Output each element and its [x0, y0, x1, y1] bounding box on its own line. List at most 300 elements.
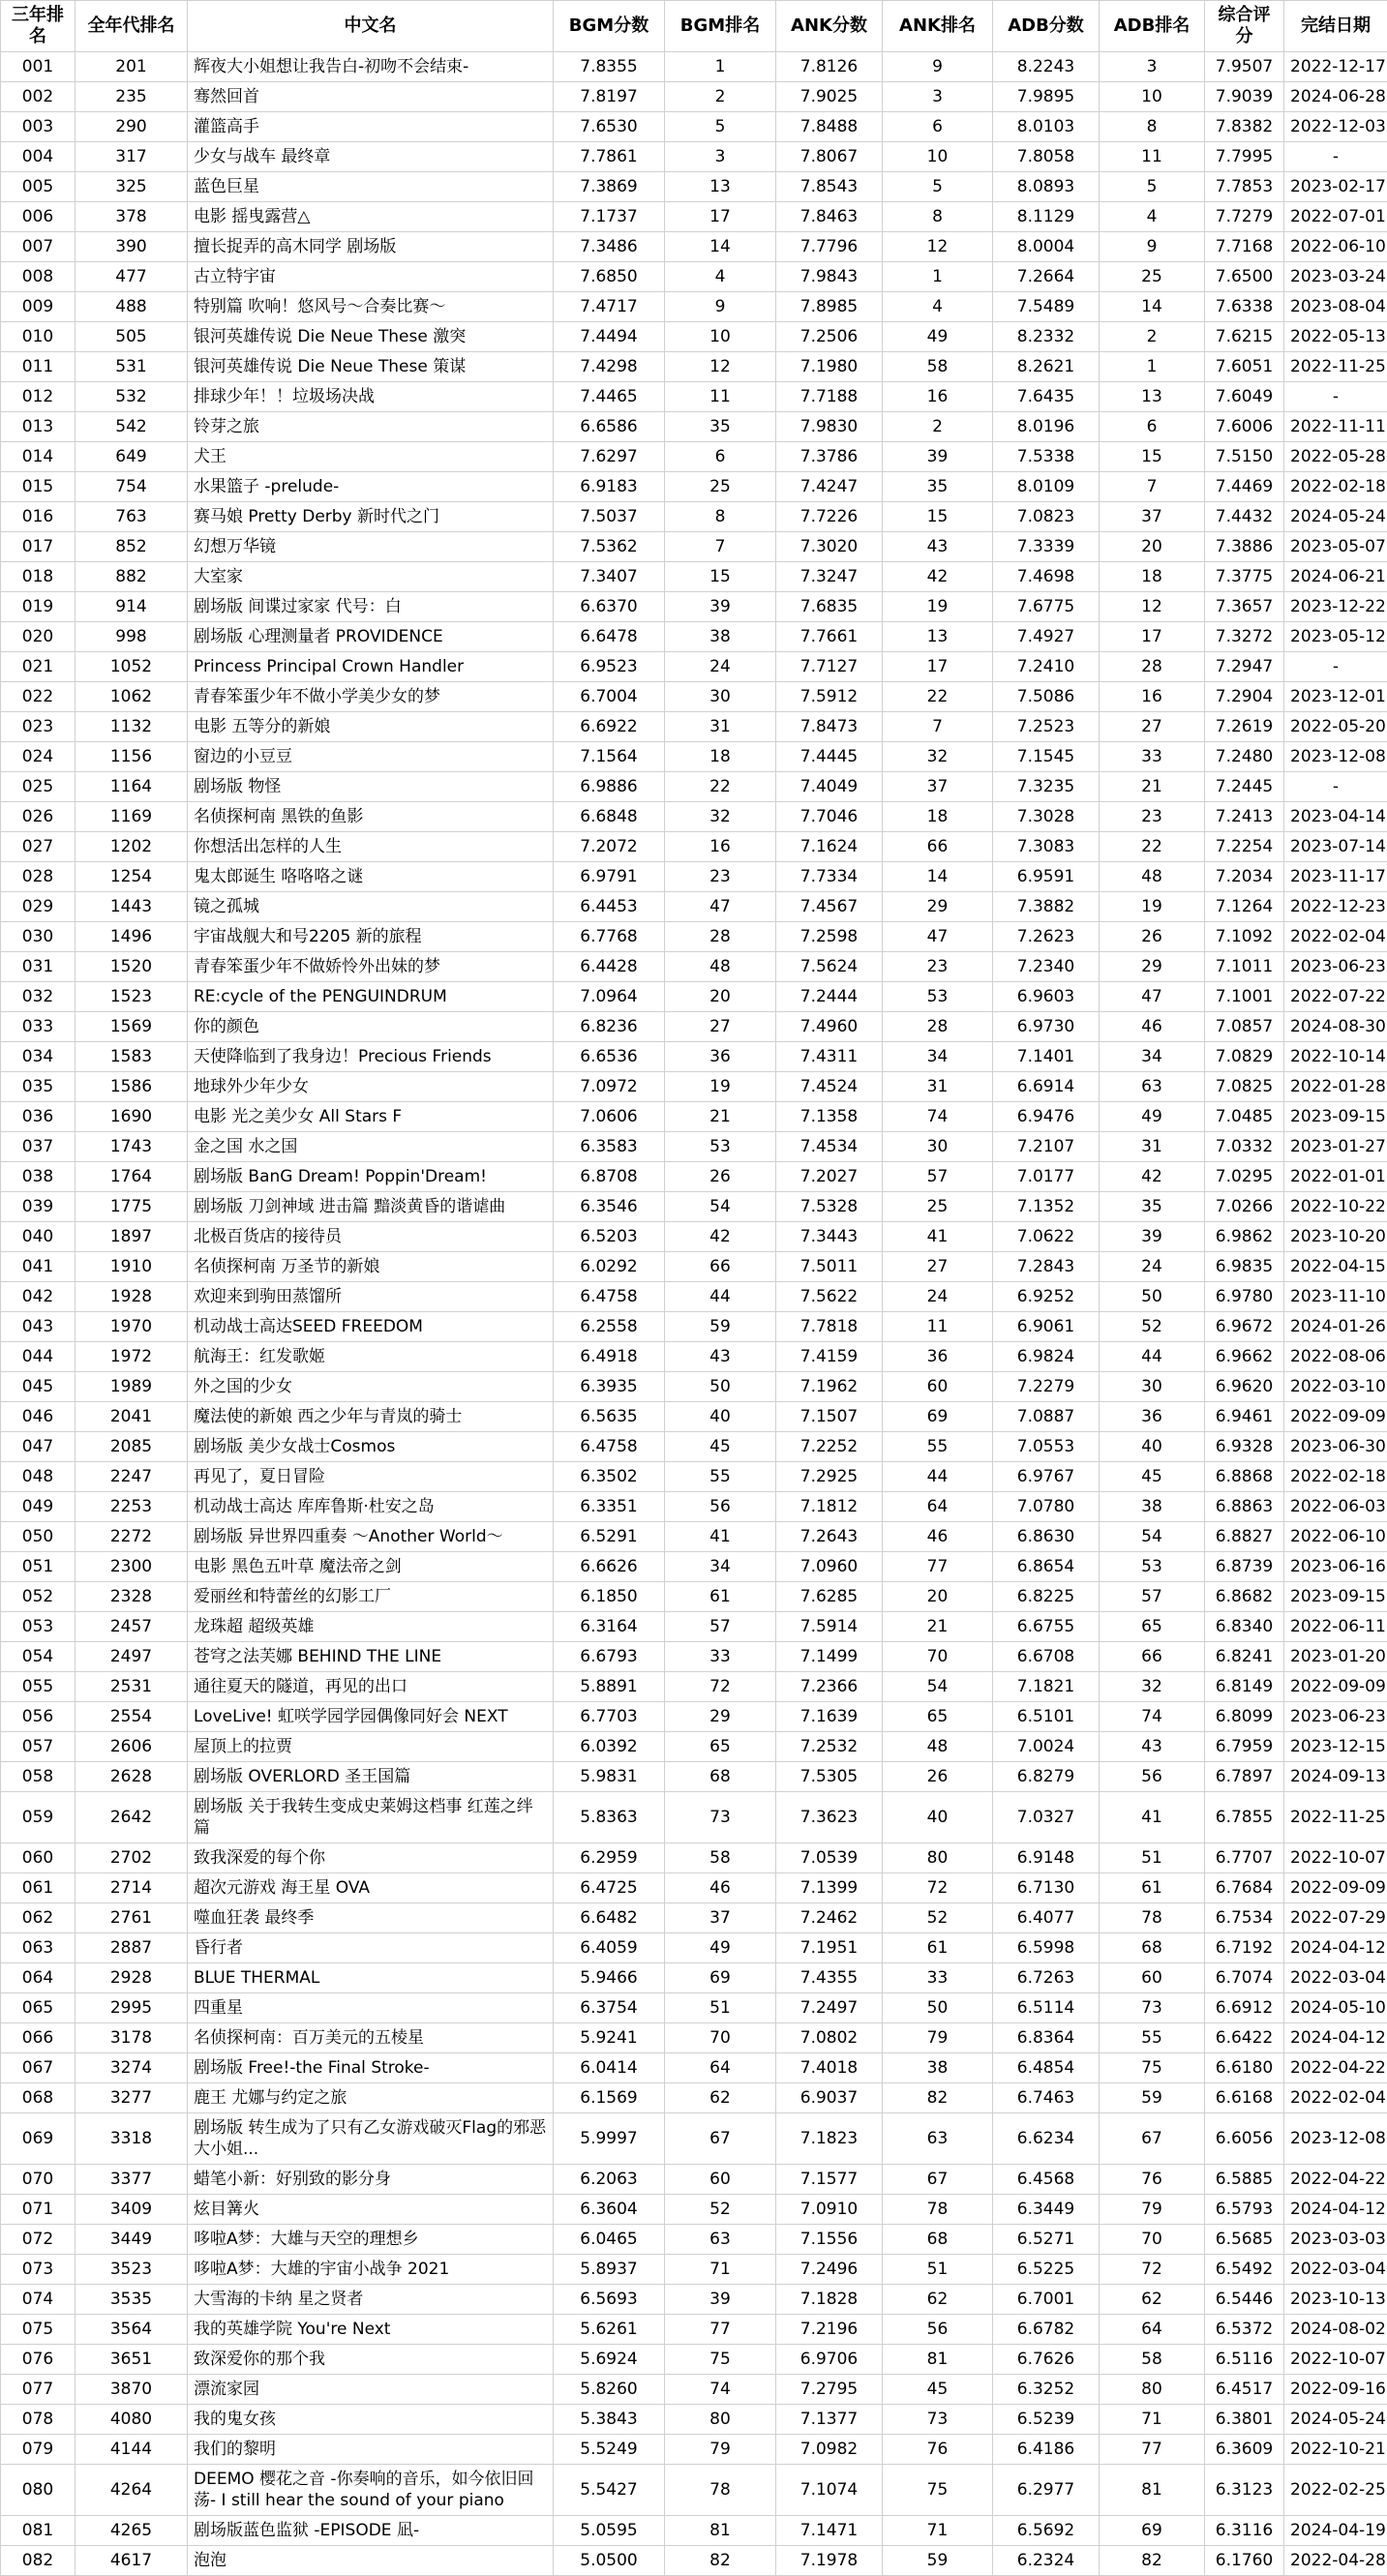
cell-adb-rank: 26 [1100, 922, 1205, 952]
cell-end-date: 2022-09-16 [1284, 2375, 1387, 2405]
table-row [1, 2083, 1387, 2113]
cell-adb-rank: 46 [1100, 1012, 1205, 1042]
table-row [1, 1342, 1387, 1372]
cell-bgm-rank: 69 [665, 1963, 776, 1993]
cell-end-date: 2023-09-15 [1284, 1582, 1387, 1612]
cell-end-date: 2023-12-08 [1284, 742, 1387, 772]
table-row [1, 1843, 1387, 1873]
cell-adb-score: 6.2977 [993, 2465, 1100, 2516]
cell-bgm-rank: 51 [665, 1993, 776, 2023]
cell-ank-score: 7.0802 [776, 2023, 883, 2053]
cell-ank-score: 7.1962 [776, 1372, 883, 1402]
cell-ank-rank: 60 [883, 1372, 993, 1402]
cell-end-date: 2022-05-20 [1284, 712, 1387, 742]
cell-ank-score: 7.7127 [776, 652, 883, 682]
cell-bgm-score: 6.9183 [554, 472, 665, 502]
cell-adb-score: 7.4927 [993, 622, 1100, 652]
cell-all-time-rank: 1928 [75, 1282, 188, 1312]
header-ank-score: ANK分数 [776, 1, 883, 52]
cell-adb-score: 6.8225 [993, 1582, 1100, 1612]
cell-bgm-rank: 62 [665, 2083, 776, 2113]
table-row [1, 952, 1387, 982]
cell-ank-score: 7.6835 [776, 592, 883, 622]
cell-ank-score: 7.8543 [776, 172, 883, 202]
table-row [1, 322, 1387, 352]
cell-chinese-name: 你的颜色 [188, 1012, 554, 1042]
cell-chinese-name: 少女与战车 最终章 [188, 142, 554, 172]
cell-three-year-rank: 059 [1, 1792, 75, 1843]
cell-ank-rank: 48 [883, 1732, 993, 1762]
cell-bgm-score: 6.9523 [554, 652, 665, 682]
cell-all-time-rank: 3409 [75, 2195, 188, 2225]
cell-all-time-rank: 2714 [75, 1873, 188, 1903]
cell-ank-score: 7.1499 [776, 1642, 883, 1672]
cell-ank-score: 7.1377 [776, 2405, 883, 2435]
table-row [1, 1993, 1387, 2023]
cell-end-date: 2022-04-15 [1284, 1252, 1387, 1282]
cell-ank-rank: 6 [883, 112, 993, 142]
cell-adb-score: 7.1401 [993, 1042, 1100, 1072]
cell-adb-score: 6.5114 [993, 1993, 1100, 2023]
cell-adb-rank: 65 [1100, 1612, 1205, 1642]
cell-adb-rank: 75 [1100, 2053, 1205, 2083]
cell-overall-score: 7.3886 [1205, 532, 1284, 562]
cell-adb-rank: 55 [1100, 2023, 1205, 2053]
cell-ank-rank: 24 [883, 1282, 993, 1312]
cell-chinese-name: 机动战士高达SEED FREEDOM [188, 1312, 554, 1342]
cell-adb-rank: 43 [1100, 1732, 1205, 1762]
cell-bgm-score: 6.3546 [554, 1192, 665, 1222]
cell-adb-score: 7.0622 [993, 1222, 1100, 1252]
cell-ank-rank: 31 [883, 1072, 993, 1102]
cell-ank-score: 7.1577 [776, 2165, 883, 2195]
cell-overall-score: 7.5150 [1205, 442, 1284, 472]
cell-all-time-rank: 1764 [75, 1162, 188, 1192]
table-row [1, 1903, 1387, 1933]
cell-three-year-rank: 042 [1, 1282, 75, 1312]
cell-all-time-rank: 477 [75, 262, 188, 292]
cell-bgm-score: 6.0392 [554, 1732, 665, 1762]
table-row [1, 1042, 1387, 1072]
cell-adb-rank: 40 [1100, 1432, 1205, 1462]
cell-all-time-rank: 4264 [75, 2465, 188, 2516]
cell-all-time-rank: 2531 [75, 1672, 188, 1702]
cell-chinese-name: 爱丽丝和特蕾丝的幻影工厂 [188, 1582, 554, 1612]
cell-chinese-name: 航海王：红发歌姬 [188, 1342, 554, 1372]
cell-end-date: 2022-07-29 [1284, 1903, 1387, 1933]
cell-overall-score: 6.6180 [1205, 2053, 1284, 2083]
cell-adb-rank: 12 [1100, 592, 1205, 622]
cell-overall-score: 7.6006 [1205, 412, 1284, 442]
cell-ank-score: 7.1507 [776, 1402, 883, 1432]
table-row [1, 1873, 1387, 1903]
table-row [1, 2315, 1387, 2345]
cell-adb-rank: 3 [1100, 52, 1205, 82]
cell-end-date: 2022-06-10 [1284, 232, 1387, 262]
cell-ank-rank: 40 [883, 1792, 993, 1843]
table-row [1, 1492, 1387, 1522]
cell-ank-rank: 26 [883, 1762, 993, 1792]
cell-end-date: 2022-10-21 [1284, 2435, 1387, 2465]
cell-bgm-rank: 4 [665, 262, 776, 292]
cell-ank-rank: 76 [883, 2435, 993, 2465]
cell-three-year-rank: 082 [1, 2546, 75, 2576]
cell-bgm-score: 7.6850 [554, 262, 665, 292]
cell-ank-rank: 73 [883, 2405, 993, 2435]
cell-bgm-rank: 22 [665, 772, 776, 802]
cell-end-date: 2023-06-23 [1284, 952, 1387, 982]
cell-end-date: 2022-04-22 [1284, 2165, 1387, 2195]
table-row [1, 1132, 1387, 1162]
table-row [1, 262, 1387, 292]
table-row [1, 1252, 1387, 1282]
cell-end-date: 2022-11-11 [1284, 412, 1387, 442]
table-row [1, 1672, 1387, 1702]
cell-three-year-rank: 044 [1, 1342, 75, 1372]
cell-overall-score: 7.2445 [1205, 772, 1284, 802]
cell-end-date: 2024-06-28 [1284, 82, 1387, 112]
cell-bgm-rank: 2 [665, 82, 776, 112]
cell-bgm-rank: 8 [665, 502, 776, 532]
cell-bgm-rank: 42 [665, 1222, 776, 1252]
cell-ank-rank: 11 [883, 1312, 993, 1342]
cell-ank-rank: 51 [883, 2255, 993, 2285]
cell-adb-score: 7.4698 [993, 562, 1100, 592]
cell-ank-score: 7.2795 [776, 2375, 883, 2405]
cell-adb-rank: 30 [1100, 1372, 1205, 1402]
header-three-year-rank: 三年排名 [1, 1, 75, 52]
cell-end-date: 2022-01-01 [1284, 1162, 1387, 1192]
cell-three-year-rank: 047 [1, 1432, 75, 1462]
cell-adb-rank: 29 [1100, 952, 1205, 982]
cell-bgm-score: 5.9241 [554, 2023, 665, 2053]
cell-adb-rank: 6 [1100, 412, 1205, 442]
table-row [1, 622, 1387, 652]
cell-bgm-score: 5.6924 [554, 2345, 665, 2375]
cell-chinese-name: DEEMO 樱花之音 -你奏响的音乐，如今依旧回荡- I still hear the sound of your piano [188, 2465, 554, 2516]
cell-end-date: 2022-09-09 [1284, 1873, 1387, 1903]
cell-ank-score: 7.4355 [776, 1963, 883, 1993]
cell-adb-rank: 8 [1100, 112, 1205, 142]
cell-bgm-score: 7.4298 [554, 352, 665, 382]
cell-ank-score: 7.4159 [776, 1342, 883, 1372]
cell-adb-rank: 57 [1100, 1582, 1205, 1612]
cell-chinese-name: 我的英雄学院 You're Next [188, 2315, 554, 2345]
cell-all-time-rank: 1169 [75, 802, 188, 832]
cell-chinese-name: 超次元游戏 海王星 OVA [188, 1873, 554, 1903]
cell-bgm-score: 6.1569 [554, 2083, 665, 2113]
cell-chinese-name: 剧场版 关于我转生变成史莱姆这档事 红莲之绊篇 [188, 1792, 554, 1843]
cell-bgm-rank: 14 [665, 232, 776, 262]
cell-overall-score: 6.6422 [1205, 2023, 1284, 2053]
cell-adb-rank: 67 [1100, 2113, 1205, 2165]
cell-chinese-name: 通往夏天的隧道，再见的出口 [188, 1672, 554, 1702]
cell-chinese-name: 排球少年！！垃圾场决战 [188, 382, 554, 412]
cell-all-time-rank: 2457 [75, 1612, 188, 1642]
cell-ank-score: 7.2496 [776, 2255, 883, 2285]
cell-ank-rank: 36 [883, 1342, 993, 1372]
cell-overall-score: 6.8099 [1205, 1702, 1284, 1732]
header-row [1, 1, 1387, 52]
table-row [1, 382, 1387, 412]
cell-chinese-name: 北极百货店的接待员 [188, 1222, 554, 1252]
cell-all-time-rank: 1569 [75, 1012, 188, 1042]
cell-ank-score: 7.8985 [776, 292, 883, 322]
cell-three-year-rank: 014 [1, 442, 75, 472]
cell-overall-score: 6.3801 [1205, 2405, 1284, 2435]
cell-all-time-rank: 532 [75, 382, 188, 412]
cell-adb-score: 8.0109 [993, 472, 1100, 502]
cell-adb-score: 6.6782 [993, 2315, 1100, 2345]
cell-ank-score: 7.5914 [776, 1612, 883, 1642]
cell-adb-score: 7.0553 [993, 1432, 1100, 1462]
cell-end-date: 2023-06-30 [1284, 1432, 1387, 1462]
cell-ank-rank: 49 [883, 322, 993, 352]
cell-adb-rank: 48 [1100, 862, 1205, 892]
cell-bgm-score: 7.0972 [554, 1072, 665, 1102]
cell-end-date: 2024-04-19 [1284, 2516, 1387, 2546]
cell-adb-score: 7.3339 [993, 532, 1100, 562]
cell-ank-score: 7.2196 [776, 2315, 883, 2345]
cell-overall-score: 6.7684 [1205, 1873, 1284, 1903]
cell-overall-score: 6.8827 [1205, 1522, 1284, 1552]
cell-bgm-score: 6.1850 [554, 1582, 665, 1612]
cell-overall-score: 6.9780 [1205, 1282, 1284, 1312]
cell-all-time-rank: 3377 [75, 2165, 188, 2195]
cell-adb-score: 6.8364 [993, 2023, 1100, 2053]
cell-adb-score: 6.9591 [993, 862, 1100, 892]
cell-bgm-score: 6.6536 [554, 1042, 665, 1072]
cell-chinese-name: 哆啦A梦：大雄与天空的理想乡 [188, 2225, 554, 2255]
cell-bgm-rank: 39 [665, 592, 776, 622]
cell-ank-rank: 18 [883, 802, 993, 832]
cell-end-date: 2022-05-13 [1284, 322, 1387, 352]
cell-ank-score: 7.0539 [776, 1843, 883, 1873]
cell-ank-score: 7.0982 [776, 2435, 883, 2465]
cell-bgm-rank: 52 [665, 2195, 776, 2225]
cell-three-year-rank: 015 [1, 472, 75, 502]
cell-bgm-rank: 30 [665, 682, 776, 712]
cell-adb-score: 6.9603 [993, 982, 1100, 1012]
cell-chinese-name: 剧场版 异世界四重奏 ～Another World～ [188, 1522, 554, 1552]
table-row [1, 802, 1387, 832]
cell-ank-score: 7.1471 [776, 2516, 883, 2546]
cell-three-year-rank: 019 [1, 592, 75, 622]
cell-ank-rank: 64 [883, 1492, 993, 1522]
cell-bgm-rank: 24 [665, 652, 776, 682]
cell-all-time-rank: 1897 [75, 1222, 188, 1252]
cell-adb-score: 7.2523 [993, 712, 1100, 742]
cell-end-date: 2022-10-07 [1284, 2345, 1387, 2375]
cell-ank-score: 7.2925 [776, 1462, 883, 1492]
cell-overall-score: 6.7897 [1205, 1762, 1284, 1792]
cell-three-year-rank: 017 [1, 532, 75, 562]
cell-ank-score: 7.4311 [776, 1042, 883, 1072]
cell-all-time-rank: 2300 [75, 1552, 188, 1582]
cell-adb-rank: 51 [1100, 1843, 1205, 1873]
cell-adb-rank: 11 [1100, 142, 1205, 172]
cell-bgm-score: 6.9791 [554, 862, 665, 892]
cell-adb-rank: 66 [1100, 1642, 1205, 1672]
cell-overall-score: 7.0825 [1205, 1072, 1284, 1102]
cell-adb-rank: 39 [1100, 1222, 1205, 1252]
cell-ank-rank: 15 [883, 502, 993, 532]
table-body [1, 52, 1387, 2576]
cell-adb-rank: 20 [1100, 532, 1205, 562]
table-row [1, 1762, 1387, 1792]
cell-ank-score: 6.9706 [776, 2345, 883, 2375]
cell-adb-score: 6.7626 [993, 2345, 1100, 2375]
cell-bgm-rank: 66 [665, 1252, 776, 1282]
cell-end-date: 2023-12-01 [1284, 682, 1387, 712]
cell-bgm-rank: 23 [665, 862, 776, 892]
cell-all-time-rank: 763 [75, 502, 188, 532]
cell-end-date: 2023-12-08 [1284, 2113, 1387, 2165]
cell-bgm-score: 7.3407 [554, 562, 665, 592]
cell-bgm-score: 6.2959 [554, 1843, 665, 1873]
cell-three-year-rank: 050 [1, 1522, 75, 1552]
cell-ank-rank: 3 [883, 82, 993, 112]
cell-overall-score: 7.7995 [1205, 142, 1284, 172]
cell-ank-score: 7.5305 [776, 1762, 883, 1792]
cell-adb-score: 7.1545 [993, 742, 1100, 772]
cell-adb-rank: 59 [1100, 2083, 1205, 2113]
cell-three-year-rank: 035 [1, 1072, 75, 1102]
cell-ank-score: 7.1358 [776, 1102, 883, 1132]
cell-chinese-name: 剧场版 Free!-the Final Stroke- [188, 2053, 554, 2083]
cell-chinese-name: 漂流家园 [188, 2375, 554, 2405]
cell-overall-score: 7.1011 [1205, 952, 1284, 982]
cell-all-time-rank: 3277 [75, 2083, 188, 2113]
cell-all-time-rank: 1586 [75, 1072, 188, 1102]
cell-adb-score: 6.4077 [993, 1903, 1100, 1933]
cell-three-year-rank: 025 [1, 772, 75, 802]
cell-ank-score: 7.2598 [776, 922, 883, 952]
cell-end-date: 2023-12-15 [1284, 1732, 1387, 1762]
cell-overall-score: 7.2904 [1205, 682, 1284, 712]
cell-three-year-rank: 011 [1, 352, 75, 382]
cell-ank-score: 7.1823 [776, 2113, 883, 2165]
table-row [1, 832, 1387, 862]
cell-adb-rank: 9 [1100, 232, 1205, 262]
cell-all-time-rank: 882 [75, 562, 188, 592]
cell-chinese-name: 剧场版 物怪 [188, 772, 554, 802]
cell-adb-rank: 31 [1100, 1132, 1205, 1162]
cell-adb-score: 6.9061 [993, 1312, 1100, 1342]
cell-adb-score: 8.0196 [993, 412, 1100, 442]
cell-chinese-name: 屋顶上的拉贾 [188, 1732, 554, 1762]
cell-adb-score: 8.0893 [993, 172, 1100, 202]
cell-chinese-name: 幻想万华镜 [188, 532, 554, 562]
cell-end-date: 2022-02-04 [1284, 2083, 1387, 2113]
cell-ank-score: 7.3020 [776, 532, 883, 562]
cell-chinese-name: 泡泡 [188, 2546, 554, 2576]
cell-bgm-score: 7.5037 [554, 502, 665, 532]
cell-ank-rank: 35 [883, 472, 993, 502]
cell-all-time-rank: 2606 [75, 1732, 188, 1762]
cell-ank-score: 6.9037 [776, 2083, 883, 2113]
table-row [1, 922, 1387, 952]
cell-chinese-name: 我们的黎明 [188, 2435, 554, 2465]
cell-adb-rank: 24 [1100, 1252, 1205, 1282]
cell-all-time-rank: 531 [75, 352, 188, 382]
cell-three-year-rank: 075 [1, 2315, 75, 2345]
cell-overall-score: 6.5372 [1205, 2315, 1284, 2345]
table-row [1, 532, 1387, 562]
cell-end-date: - [1284, 142, 1387, 172]
cell-three-year-rank: 018 [1, 562, 75, 592]
cell-bgm-score: 6.4059 [554, 1933, 665, 1963]
cell-three-year-rank: 034 [1, 1042, 75, 1072]
cell-overall-score: 6.3123 [1205, 2465, 1284, 2516]
cell-bgm-score: 6.3502 [554, 1462, 665, 1492]
cell-ank-rank: 52 [883, 1903, 993, 1933]
cell-three-year-rank: 051 [1, 1552, 75, 1582]
cell-overall-score: 6.7074 [1205, 1963, 1284, 1993]
cell-adb-score: 8.1129 [993, 202, 1100, 232]
cell-three-year-rank: 030 [1, 922, 75, 952]
cell-three-year-rank: 010 [1, 322, 75, 352]
cell-adb-score: 6.5225 [993, 2255, 1100, 2285]
cell-bgm-rank: 38 [665, 622, 776, 652]
cell-chinese-name: 剧场版 美少女战士Cosmos [188, 1432, 554, 1462]
cell-bgm-score: 7.4465 [554, 382, 665, 412]
cell-bgm-score: 6.2063 [554, 2165, 665, 2195]
cell-adb-rank: 41 [1100, 1792, 1205, 1843]
cell-bgm-rank: 45 [665, 1432, 776, 1462]
cell-bgm-score: 5.5249 [554, 2435, 665, 2465]
cell-all-time-rank: 3274 [75, 2053, 188, 2083]
cell-adb-rank: 49 [1100, 1102, 1205, 1132]
cell-all-time-rank: 2328 [75, 1582, 188, 1612]
cell-overall-score: 6.1760 [1205, 2546, 1284, 2576]
cell-adb-score: 7.2843 [993, 1252, 1100, 1282]
cell-end-date: 2023-05-12 [1284, 622, 1387, 652]
cell-ank-rank: 71 [883, 2516, 993, 2546]
table-row [1, 1933, 1387, 1963]
cell-overall-score: 7.4469 [1205, 472, 1284, 502]
cell-bgm-rank: 13 [665, 172, 776, 202]
cell-overall-score: 6.6056 [1205, 2113, 1284, 2165]
table-row [1, 2405, 1387, 2435]
cell-adb-score: 8.0103 [993, 112, 1100, 142]
cell-end-date: 2023-07-14 [1284, 832, 1387, 862]
cell-bgm-score: 6.4428 [554, 952, 665, 982]
cell-adb-score: 6.4568 [993, 2165, 1100, 2195]
cell-adb-rank: 42 [1100, 1162, 1205, 1192]
cell-ank-score: 7.9843 [776, 262, 883, 292]
cell-all-time-rank: 998 [75, 622, 188, 652]
cell-ank-rank: 54 [883, 1672, 993, 1702]
cell-bgm-rank: 81 [665, 2516, 776, 2546]
cell-ank-rank: 23 [883, 952, 993, 982]
cell-bgm-rank: 18 [665, 742, 776, 772]
cell-three-year-rank: 061 [1, 1873, 75, 1903]
cell-overall-score: 6.9461 [1205, 1402, 1284, 1432]
table-row [1, 2195, 1387, 2225]
cell-adb-rank: 22 [1100, 832, 1205, 862]
cell-all-time-rank: 505 [75, 322, 188, 352]
cell-three-year-rank: 058 [1, 1762, 75, 1792]
cell-three-year-rank: 006 [1, 202, 75, 232]
cell-ank-score: 7.4018 [776, 2053, 883, 2083]
cell-ank-score: 7.5011 [776, 1252, 883, 1282]
cell-adb-score: 8.2621 [993, 352, 1100, 382]
cell-end-date: 2022-10-14 [1284, 1042, 1387, 1072]
cell-chinese-name: 四重星 [188, 1993, 554, 2023]
cell-overall-score: 7.2619 [1205, 712, 1284, 742]
cell-overall-score: 6.9662 [1205, 1342, 1284, 1372]
